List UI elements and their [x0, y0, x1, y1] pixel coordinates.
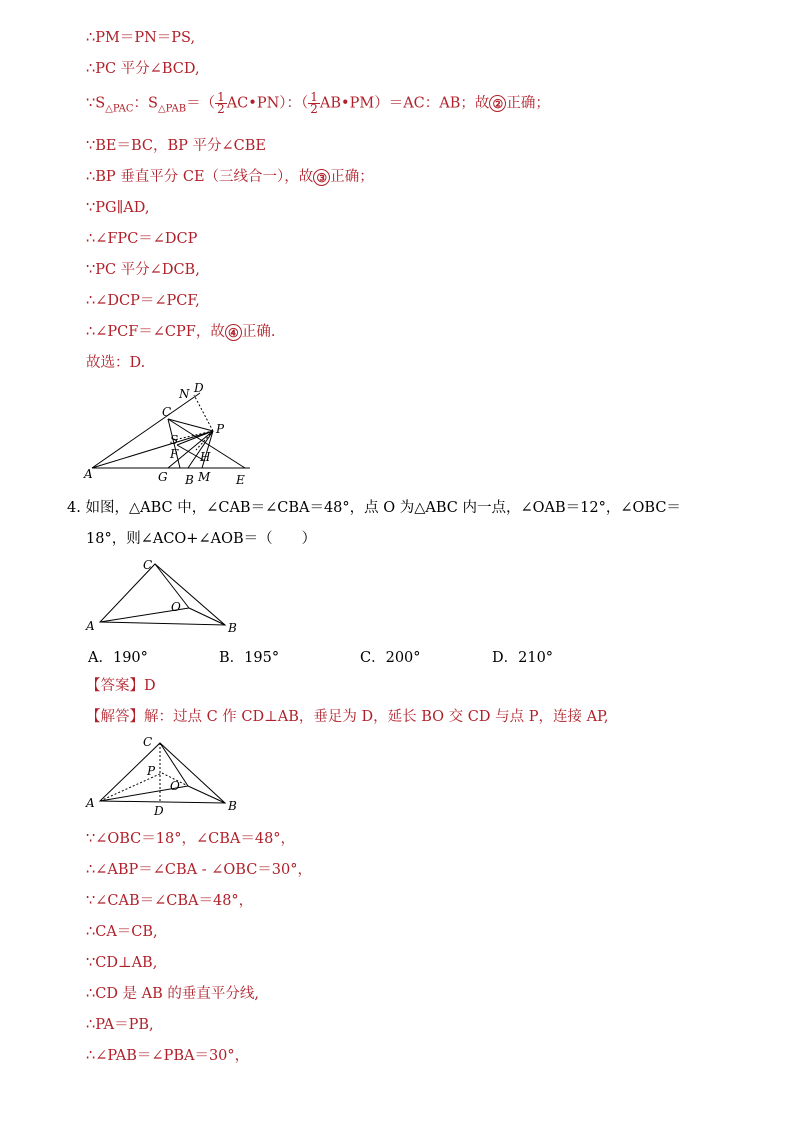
point-label: S [170, 433, 179, 447]
circled-number: ③ [313, 169, 330, 186]
point-label: D [154, 804, 164, 818]
point-label: G [158, 470, 168, 484]
option-d: D．210° [492, 650, 554, 666]
point-label: A [86, 619, 95, 633]
solution-step: ∴CA＝CB, [86, 924, 158, 940]
geometry-figure-3 [80, 733, 250, 818]
solution-step: ∵∠CAB＝∠CBA＝48°， [86, 893, 254, 909]
point-label: P [147, 764, 156, 778]
point-label: H [200, 450, 211, 464]
solution-line: ∵PG∥AD, [86, 200, 150, 216]
fraction: $\frac{1}{2}$ [217, 90, 225, 116]
point-label: B [185, 473, 194, 487]
point-label: C [162, 405, 172, 419]
solution-step: ∵CD⊥AB, [86, 955, 158, 971]
solution-line: ∴BP 垂直平分 CE（三线合一），故 ③ 正确； [86, 169, 374, 185]
solution-line: ∴∠PCF＝∠CPF，故 ④ 正确. [86, 324, 276, 340]
solution-line: ∴PC 平分∠BCD, [86, 61, 200, 77]
answer-line: 【答案】D [86, 678, 156, 694]
circled-number: ② [489, 95, 506, 112]
solution-line-area-ratio: $\because S_{\triangle PAC}$：$S_{\triangle PAB}=$（ $\frac{1}{2}$ AC•PN）：（ $\frac{1}{2}$ AB•PM）＝AC：AB；故 ② 正确； [86, 90, 550, 116]
point-label: C [143, 558, 153, 572]
solution-line: ∴∠DCP＝∠PCF, [86, 293, 200, 309]
fraction: $\frac{1}{2}$ [310, 90, 318, 116]
point-label: M [198, 470, 211, 484]
solution-line: 故选：D. [86, 355, 146, 371]
point-label: B [228, 621, 237, 635]
solution-step: ∴∠PAB＝∠PBA＝30°， [86, 1048, 250, 1064]
point-label: O [170, 779, 180, 793]
option-a: A．190° [88, 650, 148, 666]
geometry-figure-2 [80, 556, 250, 636]
option-b: B．195° [219, 650, 280, 666]
solution-intro: 【解答】解：过点 C 作 CD⊥AB，垂足为 D，延长 BO 交 CD 与点 P，连接 AP, [86, 709, 609, 725]
solution-line: ∵BE＝BC，BP 平分∠CBE [86, 138, 266, 154]
point-label: D [194, 381, 204, 395]
solution-line: ∵PC 平分∠DCB, [86, 262, 200, 278]
point-label: B [228, 799, 237, 813]
solution-step: ∴CD 是 AB 的垂直平分线, [86, 986, 260, 1002]
point-label: N [179, 387, 190, 401]
solution-line: ∴∠FPC＝∠DCP [86, 231, 198, 247]
option-c: C．200° [360, 650, 421, 666]
point-label: F [170, 447, 179, 461]
point-label: E [236, 473, 245, 487]
circled-number: ④ [225, 324, 242, 341]
point-label: A [84, 467, 93, 481]
question-text: 4. 如图，△ABC 中，∠CAB＝∠CBA＝48°，点 O 为△ABC 内一点，∠OAB＝12°，∠OBC＝ [67, 500, 681, 516]
solution-line: ∴PM＝PN＝PS, [86, 30, 196, 46]
solution-step: ∴∠ABP＝∠CBA - ∠OBC＝30°， [86, 862, 313, 878]
solution-step: ∵∠OBC＝18°，∠CBA＝48°， [86, 831, 296, 847]
solution-step: ∴PA＝PB, [86, 1017, 154, 1033]
point-label: P [216, 422, 225, 436]
geometry-figure-1 [80, 378, 265, 490]
point-label: C [143, 735, 153, 749]
point-label: A [86, 796, 95, 810]
question-text-continued: 18°，则∠ACO+∠AOB＝（ ） [86, 531, 317, 547]
point-label: O [171, 600, 181, 614]
